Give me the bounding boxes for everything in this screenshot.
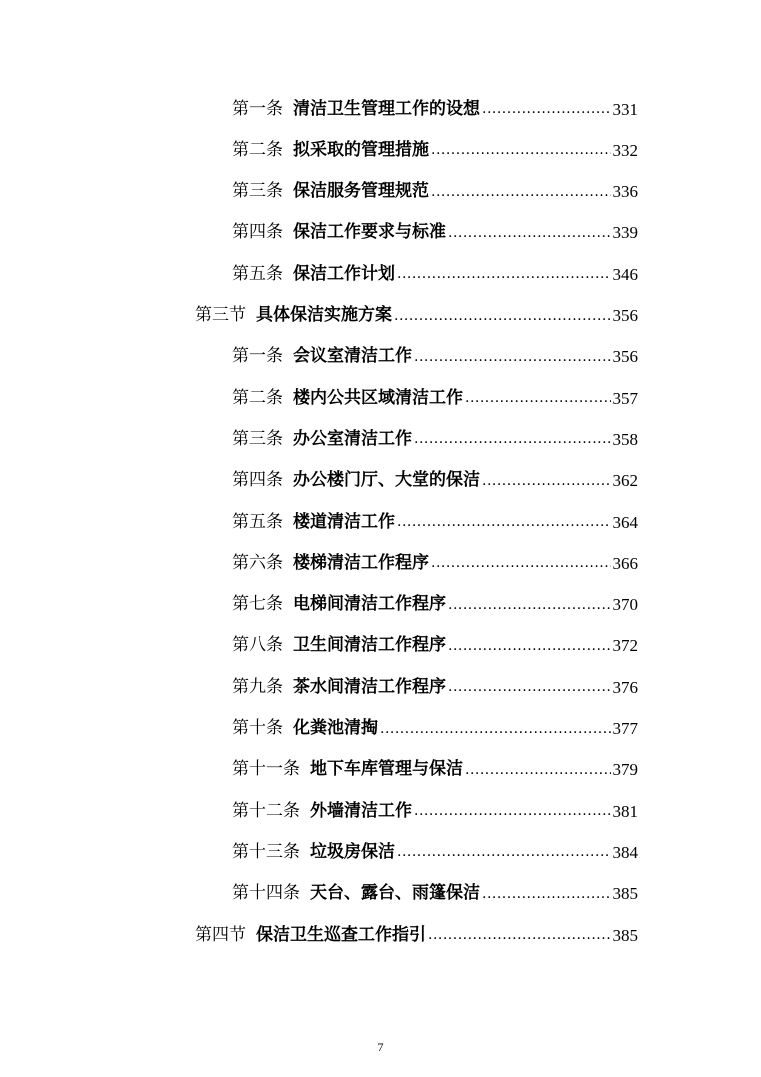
toc-entry-title: 办公室清洁工作 [293, 428, 412, 449]
toc-dot-leader [431, 185, 611, 199]
toc-entry-page: 377 [612, 719, 638, 738]
toc-entry-page: 356 [612, 306, 638, 325]
toc-entry-page: 385 [612, 925, 638, 945]
toc-entry-page: 381 [612, 801, 638, 821]
toc-entry-title: 办公楼门厅、大堂的保洁 [293, 470, 480, 491]
toc-entry-number: 第三条 [232, 181, 283, 202]
toc-dot-leader [482, 887, 611, 901]
toc-entry-title: 楼梯清洁工作程序 [293, 552, 429, 573]
toc-entry-title: 保洁服务管理规范 [293, 181, 429, 202]
toc-dot-leader [397, 515, 611, 529]
toc-entry-page: 356 [612, 347, 638, 367]
toc-article-entry[interactable] [232, 254, 638, 294]
toc-dot-leader [428, 928, 611, 942]
toc-entry-title: 电梯间清洁工作程序 [293, 594, 446, 615]
toc-entry-title: 清洁卫生管理工作的设想 [293, 98, 480, 119]
toc-entry-title: 会议室清洁工作 [293, 346, 412, 367]
toc-article-entry[interactable] [232, 419, 638, 459]
toc-dot-leader [448, 639, 611, 653]
toc-entry-title: 楼内公共区域清洁工作 [293, 387, 463, 408]
toc-article-entry[interactable] [232, 213, 638, 253]
toc-entry-title: 天台、露台、雨篷保洁 [310, 883, 480, 904]
toc-entry-title: 保洁工作计划 [293, 263, 395, 284]
toc-article-entry[interactable] [232, 172, 638, 212]
toc-entry-number: 第一条 [232, 346, 283, 367]
toc-entry-title: 楼道清洁工作 [293, 511, 395, 532]
toc-entry-page: 357 [612, 388, 638, 408]
toc-entry-page: 358 [612, 429, 638, 449]
toc-entry-title: 茶水间清洁工作程序 [293, 676, 446, 697]
toc-entry-number: 第十二条 [232, 800, 300, 821]
toc-entry-number: 第二条 [232, 139, 283, 160]
toc-article-entry[interactable] [232, 585, 638, 625]
toc-article-entry[interactable] [232, 709, 638, 749]
toc-article-entry[interactable] [232, 130, 638, 170]
toc-dot-leader [431, 143, 611, 157]
toc-article-entry[interactable] [232, 502, 638, 542]
toc-entry-page: 332 [612, 140, 638, 160]
toc-dot-leader [465, 391, 611, 405]
toc-dot-leader [414, 804, 611, 818]
toc-entry-title: 化粪池清掏 [293, 718, 378, 738]
toc-dot-leader [414, 350, 611, 364]
toc-entry-page: 339 [612, 223, 638, 243]
toc-entry-page: 379 [612, 760, 638, 780]
toc-entry-number: 第十条 [232, 718, 283, 738]
toc-article-entry[interactable] [232, 750, 638, 790]
toc-entry-number: 第十一条 [232, 759, 300, 780]
toc-entry-page: 362 [612, 471, 638, 491]
toc-dot-leader [482, 474, 611, 488]
toc-section-entry[interactable] [195, 296, 638, 336]
toc-article-entry[interactable] [232, 337, 638, 377]
toc-entry-page: 384 [612, 842, 638, 862]
toc-article-entry[interactable] [232, 543, 638, 583]
toc-dot-leader [397, 267, 611, 281]
toc-dot-leader [448, 226, 611, 240]
page-number: 7 [377, 1040, 384, 1054]
toc-dot-leader [414, 432, 611, 446]
toc-entry-page: 370 [612, 595, 638, 615]
toc-entry-number: 第四条 [232, 470, 283, 491]
toc-entry-number: 第八条 [232, 635, 283, 656]
toc-entry-number: 第三节 [195, 305, 246, 325]
toc-entry-number: 第一条 [232, 98, 283, 119]
toc-dot-leader [482, 102, 611, 116]
toc-entry-number: 第三条 [232, 428, 283, 449]
toc-article-entry[interactable] [232, 626, 638, 666]
toc-entry-page: 372 [612, 636, 638, 656]
toc-entry-page: 385 [612, 884, 638, 904]
toc-entry-title: 垃圾房保洁 [310, 841, 395, 862]
toc-article-entry[interactable] [232, 874, 638, 914]
toc-article-entry[interactable] [232, 791, 638, 831]
toc-entry-title: 外墙清洁工作 [310, 800, 412, 821]
toc-entry-title: 保洁工作要求与标准 [293, 222, 446, 243]
toc-dot-leader [448, 598, 611, 612]
toc-article-entry[interactable] [232, 378, 638, 418]
toc-entry-number: 第四条 [232, 222, 283, 243]
toc-entry-title: 拟采取的管理措施 [293, 139, 429, 160]
toc-entry-page: 376 [612, 677, 638, 697]
toc-article-entry[interactable] [232, 89, 638, 129]
toc-entry-page: 336 [612, 182, 638, 202]
toc-entry-number: 第十四条 [232, 883, 300, 904]
toc-entry-title: 地下车库管理与保洁 [310, 759, 463, 780]
toc-entry-page: 331 [612, 99, 638, 119]
toc-entry-number: 第五条 [232, 511, 283, 532]
toc-entry-number: 第七条 [232, 594, 283, 615]
toc-entry-number: 第十三条 [232, 841, 300, 862]
toc-article-entry[interactable] [232, 461, 638, 501]
toc-dot-leader [465, 763, 611, 777]
toc-dot-leader [380, 722, 611, 736]
toc-entry-title: 保洁卫生巡查工作指引 [256, 924, 426, 945]
toc-entry-number: 第六条 [232, 552, 283, 573]
toc-dot-leader [397, 845, 611, 859]
toc-article-entry[interactable] [232, 832, 638, 872]
toc-entry-page: 366 [612, 553, 638, 573]
toc-dot-leader [394, 309, 611, 323]
toc-entry-title: 具体保洁实施方案 [256, 305, 392, 325]
toc-entry-title: 卫生间清洁工作程序 [293, 635, 446, 656]
toc-entry-number: 第二条 [232, 387, 283, 408]
toc-entry-number: 第四节 [195, 924, 246, 945]
toc-dot-leader [448, 680, 611, 694]
toc-entry-number: 第九条 [232, 676, 283, 697]
toc-entry-page: 364 [612, 512, 638, 532]
toc-entry-number: 第五条 [232, 263, 283, 284]
toc-dot-leader [431, 556, 611, 570]
toc-article-entry[interactable] [232, 667, 638, 707]
toc-section-entry[interactable] [195, 915, 638, 955]
toc-entry-page: 346 [612, 264, 638, 284]
